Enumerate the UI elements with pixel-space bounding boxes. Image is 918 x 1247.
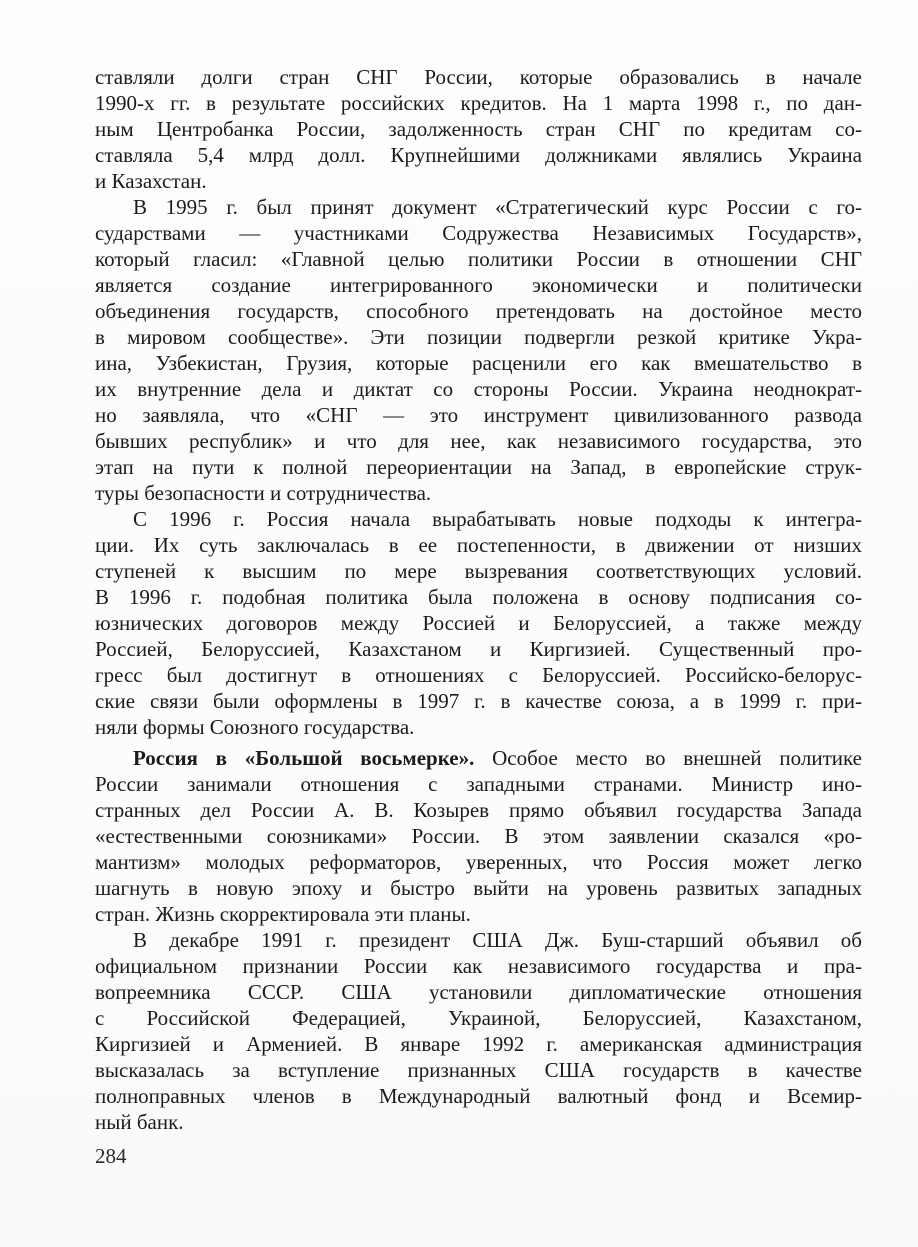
text-line: этап на пути к полной переориентации на Запад, в европейские струк- bbox=[95, 455, 862, 479]
text-line: вопреемника СССР. США установили дипломатические отношения bbox=[95, 980, 862, 1004]
text-line: мантизм» молодых реформаторов, уверенных, что Россия может легко bbox=[95, 850, 862, 874]
text-line: туры безопасности и сотрудничества. bbox=[95, 481, 432, 505]
paragraph bbox=[95, 64, 862, 194]
text-block bbox=[95, 64, 862, 1135]
paragraph bbox=[95, 506, 862, 740]
text-line: странных дел России А. В. Козырев прямо объявил государства Запада bbox=[95, 798, 862, 822]
text-line: их внутренние дела и диктат со стороны России. Украина неоднократ- bbox=[95, 377, 862, 401]
text-line: но заявляла, что «СНГ — это инструмент цивилизованного развода bbox=[95, 403, 862, 427]
text-line: объединения государств, способного претендовать на достойное место bbox=[95, 299, 862, 323]
text-line: В декабре 1991 г. президент США Дж. Буш-старший объявил об bbox=[133, 928, 862, 952]
text-line bbox=[95, 745, 862, 771]
paragraph bbox=[95, 927, 862, 1135]
text-line: «естественными союзниками» России. В этом заявлении сказался «ро- bbox=[95, 824, 862, 848]
text-line: сударствами — участниками Содружества Независимых Государств», bbox=[95, 221, 862, 245]
text-line: ские связи были оформлены в 1997 г. в качестве союза, а в 1999 г. при- bbox=[95, 689, 862, 713]
text-line: и Казахстан. bbox=[95, 169, 207, 193]
text-line: ции. Их суть заключалась в ее постепенности, в движении от низших bbox=[95, 533, 862, 557]
text-line: В 1996 г. подобная политика была положена в основу подписания со- bbox=[95, 585, 862, 609]
text-line: 1990-х гг. в результате российских кредитов. На 1 марта 1998 г., по дан- bbox=[95, 91, 862, 115]
text-line: гресс был достигнут в отношениях с Белоруссией. Российско-белорус- bbox=[95, 663, 862, 687]
text-run: Особое место во внешней политике bbox=[492, 746, 862, 770]
section-heading: Россия в «Большой восьмерке». bbox=[133, 746, 475, 770]
page-number: 284 bbox=[95, 1144, 127, 1168]
paragraph bbox=[95, 194, 862, 506]
text-line: юзнических договоров между Россией и Белоруссией, а также между bbox=[95, 611, 862, 635]
text-line: в мировом сообществе». Эти позиции подвергли резкой критике Укра- bbox=[95, 325, 862, 349]
text-line: Киргизией и Арменией. В январе 1992 г. американская администрация bbox=[95, 1032, 862, 1056]
text-line: стран. Жизнь скорректировала эти планы. bbox=[95, 902, 471, 926]
text-line: Россией, Белоруссией, Казахстаном и Киргизией. Существенный про- bbox=[95, 637, 862, 661]
text-line: с Российской Федерацией, Украиной, Белоруссией, Казахстаном, bbox=[95, 1006, 862, 1030]
paragraph bbox=[95, 745, 862, 927]
text-line: ный банк. bbox=[95, 1110, 184, 1134]
text-line: ным Центробанка России, задолженность стран СНГ по кредитам со- bbox=[95, 117, 862, 141]
text-line: России занимали отношения с западными странами. Министр ино- bbox=[95, 772, 862, 796]
text-line: ставляла 5,4 млрд долл. Крупнейшими должниками являлись Украина bbox=[95, 143, 862, 167]
text-line: ина, Узбекистан, Грузия, которые расценили его как вмешательство в bbox=[95, 351, 862, 375]
text-line: В 1995 г. был принят документ «Стратегический курс России с го- bbox=[133, 195, 862, 219]
text-line: высказалась за вступление признанных США государств в качестве bbox=[95, 1058, 862, 1082]
text-line: ставляли долги стран СНГ России, которые образовались в начале bbox=[95, 65, 862, 89]
text-line: полноправных членов в Международный валютный фонд и Всемир- bbox=[95, 1084, 862, 1108]
text-line: С 1996 г. Россия начала вырабатывать новые подходы к интегра- bbox=[133, 507, 862, 531]
text-line: шагнуть в новую эпоху и быстро выйти на уровень развитых западных bbox=[95, 876, 862, 900]
text-line: является создание интегрированного экономически и политически bbox=[95, 273, 862, 297]
text-line: бывших республик» и что для нее, как независимого государства, это bbox=[95, 429, 862, 453]
text-line: официальном признании России как независимого государства и пра- bbox=[95, 954, 862, 978]
text-line: ступеней к высшим по мере вызревания соответствующих условий. bbox=[95, 559, 862, 583]
text-line: няли формы Союзного государства. bbox=[95, 715, 415, 739]
text-line: который гласил: «Главной целью политики России в отношении СНГ bbox=[95, 247, 862, 271]
